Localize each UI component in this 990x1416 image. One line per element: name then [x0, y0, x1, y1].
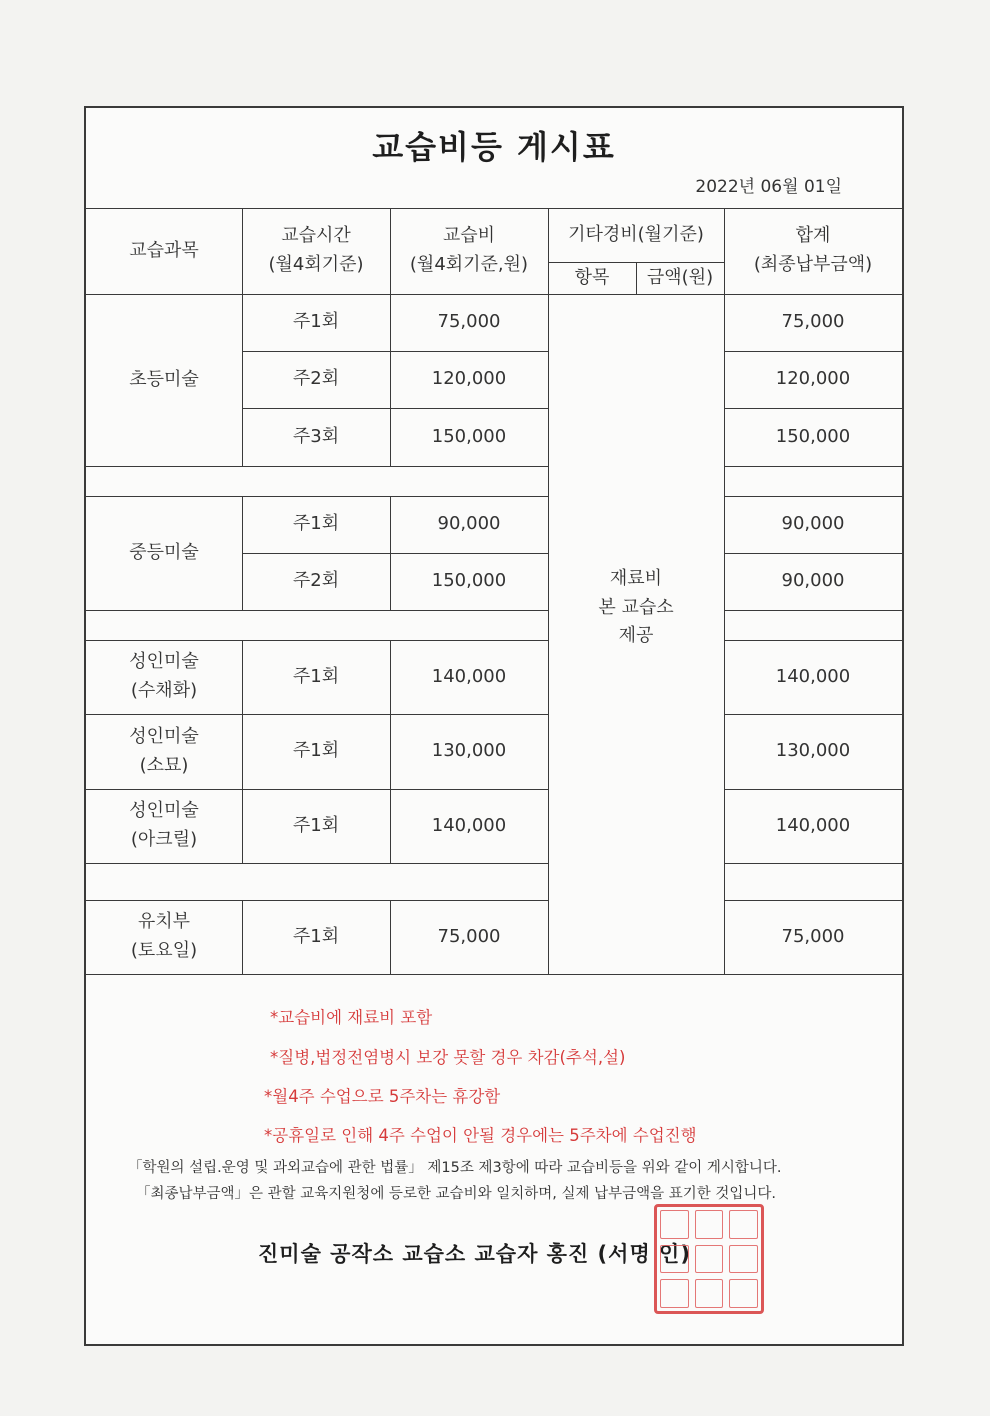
header-total: 합계 (최종납부금액) [753, 225, 873, 275]
time-cell: 주1회 [292, 665, 340, 687]
note-line: *교습비에 재료비 포함 [270, 1008, 433, 1027]
legal-line: 「학원의 설립.운영 및 과외교습에 관한 법률」 제15조 제3항에 따라 교습비등을 위와 같이 게시합니다. [128, 1160, 782, 1176]
fee-cell: 140,000 [431, 665, 507, 687]
header-fee: 교습비 (월4회기준,원) [409, 225, 529, 275]
fee-cell: 130,000 [431, 740, 507, 762]
fee-cell: 140,000 [431, 814, 507, 836]
total-cell: 90,000 [781, 570, 845, 592]
fee-cell: 75,000 [437, 925, 501, 947]
fee-cell: 75,000 [437, 311, 501, 333]
time-cell: 주2회 [292, 368, 340, 390]
header-other-item: 항목 [574, 266, 610, 288]
notice-date: 2022년 06월 01일 [695, 177, 842, 197]
header-other-amount: 금액(원) [646, 266, 714, 288]
signature-line: 진미술 공작소 교습소 교습자 홍진 (서명 인) [258, 1242, 691, 1266]
subject-elementary: 초등미술 [129, 368, 199, 390]
note-line: *월4주 수업으로 5주차는 휴강함 [264, 1087, 501, 1106]
time-cell: 주1회 [292, 513, 340, 535]
fee-notice-sheet [84, 106, 904, 1346]
subject-kindergarten: 유치부 (토요일) [130, 911, 198, 961]
time-cell: 주1회 [292, 740, 340, 762]
seal-stamp [654, 1204, 764, 1314]
total-cell: 75,000 [781, 925, 845, 947]
subject-middle: 중등미술 [129, 541, 199, 563]
time-cell: 주1회 [292, 311, 340, 333]
time-cell: 주1회 [292, 925, 340, 947]
fee-cell: 120,000 [431, 368, 507, 390]
total-cell: 90,000 [781, 513, 845, 535]
subject-adult-drawing: 성인미술 (소묘) [129, 725, 199, 776]
header-other: 기타경비(월기준) [568, 223, 704, 245]
subject-adult-watercolor: 성인미술 (수채화) [129, 651, 199, 701]
fee-cell: 90,000 [437, 513, 501, 535]
total-cell: 130,000 [775, 740, 851, 762]
total-cell: 75,000 [781, 311, 845, 333]
total-cell: 140,000 [775, 814, 851, 836]
time-cell: 주2회 [292, 570, 340, 592]
fee-cell: 150,000 [431, 425, 507, 447]
notice-title: 교습비등 게시표 [372, 128, 616, 166]
total-cell: 120,000 [775, 368, 851, 390]
note-line: *공휴일로 인해 4주 수업이 안될 경우에는 5주차에 수업진행 [264, 1126, 697, 1145]
legal-line: 「최종납부금액」은 관할 교육지원청에 등로한 교습비와 일치하며, 실제 납부금액을 표기한 것입니다. [136, 1186, 776, 1202]
header-subject: 교습과목 [129, 239, 199, 261]
total-cell: 140,000 [775, 665, 851, 687]
header-time: 교습시간 (월4회기준) [268, 225, 364, 275]
note-line: *질병,법정전염병시 보강 못할 경우 차감(추석,설) [270, 1048, 626, 1067]
fee-cell: 150,000 [431, 570, 507, 592]
subject-adult-acrylic: 성인미술 (아크릴) [129, 800, 199, 850]
material-note: 재료비 본 교습소 제공 [598, 567, 674, 647]
time-cell: 주1회 [292, 814, 340, 836]
time-cell: 주3회 [292, 425, 340, 447]
total-cell: 150,000 [775, 425, 851, 447]
